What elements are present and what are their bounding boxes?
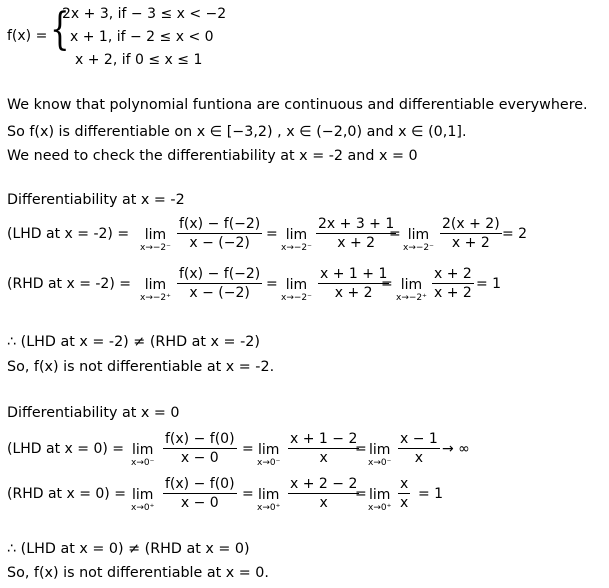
intro-line-1: We know that polynomial funtiona are continuous and differentiable everywhere.	[7, 97, 588, 113]
sec1-lhd-frac-1: $\frac{f(x) - f(-2)}{x - (-2)}$	[179, 216, 261, 251]
sec2-rhd-frac-1: $\frac{f(x) - f(0)}{x - 0}$	[165, 476, 235, 511]
sec2-rhd-lim-3: lim x→0⁺	[368, 487, 392, 513]
eq-sign: =	[242, 486, 254, 502]
case-3: x + 2, if 0 ≤ x ≤ 1	[75, 52, 203, 68]
sec1-lhd-frac-3: $\frac{2(x + 2)}{x + 2}$	[442, 216, 500, 251]
sec1-lhd-label: (LHD at x = -2) =	[7, 226, 130, 242]
eq-sign: =	[355, 486, 367, 502]
intro-line-2: So f(x) is differentiable on x ∈ [−3,2) , x ∈ (−2,0) and x ∈ (0,1].	[7, 124, 467, 140]
case-1: 2x + 3, if − 3 ≤ x < −2	[62, 6, 227, 22]
intro-line-3: We need to check the differentiability at x = -2 and x = 0	[7, 148, 418, 164]
sec2-lhd-label: (LHD at x = 0) =	[7, 441, 125, 457]
sec2-rhd-frac-3: $\frac{x}{x}$	[400, 476, 409, 511]
sec1-conclusion: So, f(x) is not differentiable at x = -2.	[7, 359, 275, 375]
sec2-rhd-label: (RHD at x = 0) =	[7, 486, 126, 502]
sec2-lhd-frac-1: $\frac{f(x) - f(0)}{x - 0}$	[165, 431, 235, 466]
sec1-lhd-frac-2: $\frac{2x + 3 + 1}{x + 2}$	[318, 216, 395, 251]
sec1-rhd-lim-1: lim x→−2⁺	[140, 277, 171, 303]
sec2-lhd-frac-2: $\frac{x + 1 - 2}{x}$	[290, 431, 358, 466]
sec1-lhd-lim-1: lim x→−2⁻	[140, 227, 171, 253]
eq-sign: =	[242, 441, 254, 457]
sec2-rhd-result: = 1	[418, 486, 444, 502]
sec2-rhd-lim-2: lim x→0⁺	[257, 487, 281, 513]
sec1-therefore: ∴ (LHD at x = -2) ≠ (RHD at x = -2)	[7, 334, 260, 350]
sec1-rhd-label: (RHD at x = -2) =	[7, 276, 131, 292]
sec2-lhd-result: → ∞	[442, 441, 470, 457]
sec1-lhd-result: = 2	[502, 226, 528, 242]
sec2-rhd-lim-1: lim x→0⁺	[131, 487, 155, 513]
section2-heading: Differentiability at x = 0	[7, 405, 180, 421]
sec2-rhd-frac-2: $\frac{x + 2 - 2}{x}$	[290, 476, 358, 511]
sec2-therefore: ∴ (LHD at x = 0) ≠ (RHD at x = 0)	[7, 541, 250, 557]
sec2-lhd-lim-3: lim x→0⁻	[368, 442, 392, 468]
section1-heading: Differentiability at x = -2	[7, 192, 185, 208]
eq-sign: =	[266, 226, 278, 242]
sec1-rhd-frac-3: $\frac{x + 2}{x + 2}$	[434, 266, 472, 301]
eq-sign: =	[355, 441, 367, 457]
sec2-lhd-lim-1: lim x→0⁻	[131, 442, 155, 468]
sec1-lhd-lim-2: lim x→−2⁻	[281, 227, 312, 253]
case-2: x + 1, if − 2 ≤ x < 0	[70, 29, 214, 45]
sec1-lhd-lim-3: lim x→−2⁻	[403, 227, 434, 253]
sec1-rhd-lim-3: lim x→−2⁺	[396, 277, 427, 303]
sec1-rhd-frac-2: $\frac{x + 1 + 1}{x + 2}$	[320, 266, 388, 301]
piecewise-brace: {	[50, 4, 70, 55]
function-lhs: f(x) =	[7, 28, 48, 44]
eq-sign: =	[381, 276, 393, 292]
eq-sign: =	[389, 226, 401, 242]
sec2-conclusion: So, f(x) is not differentiable at x = 0.	[7, 565, 269, 581]
sec1-rhd-frac-1: $\frac{f(x) - f(-2)}{x - (-2)}$	[179, 266, 261, 301]
sec1-rhd-result: = 1	[476, 276, 502, 292]
sec2-lhd-frac-3: $\frac{x - 1}{x}$	[400, 431, 438, 466]
sec1-rhd-lim-2: lim x→−2⁻	[281, 277, 312, 303]
sec2-lhd-lim-2: lim x→0⁻	[257, 442, 281, 468]
eq-sign: =	[266, 276, 278, 292]
